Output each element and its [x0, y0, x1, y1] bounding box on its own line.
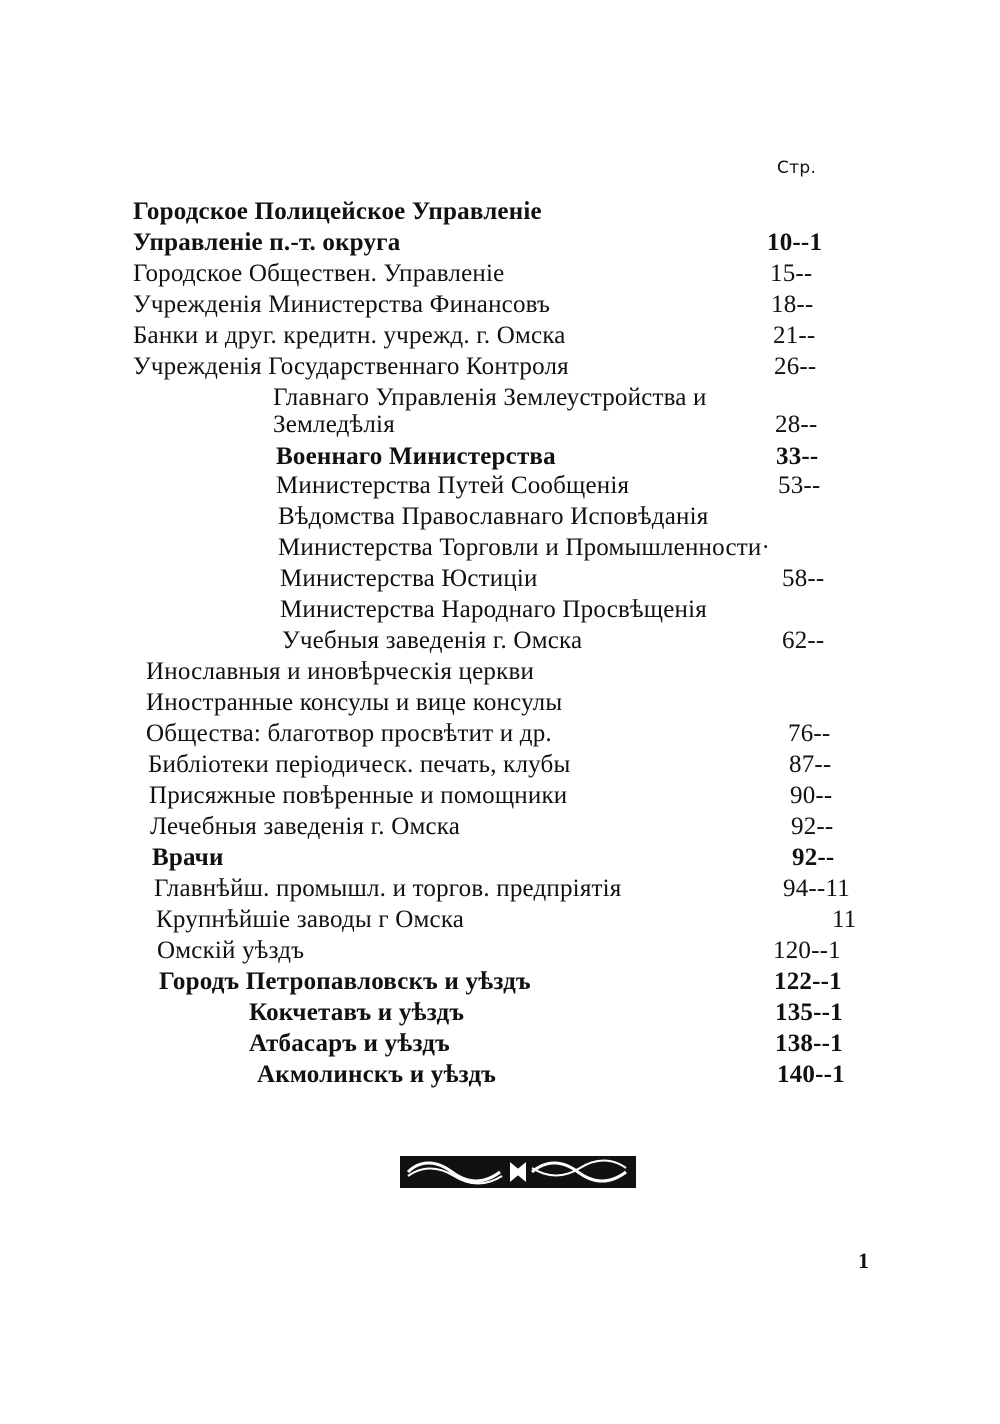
toc-entry-page: 28-- — [775, 411, 818, 438]
toc-entry-page: 18-- — [771, 291, 814, 318]
toc-entry — [156, 904, 857, 936]
toc-entry — [150, 811, 834, 843]
toc-entry-page: 92-- — [792, 844, 835, 871]
toc-entry-title: Земледѣлія — [273, 411, 395, 438]
toc-entry-title: Городъ Петропавловскъ и уѣздъ — [159, 968, 531, 995]
toc-entry-page: 10--1 — [767, 229, 823, 256]
toc-entry-title: Кокчетавъ и уѣздъ — [249, 999, 465, 1026]
toc-entry — [257, 1059, 845, 1091]
toc-entry-title: Учебныя заведенія г. Омска — [282, 627, 583, 654]
toc-entry-page: 26-- — [774, 353, 817, 380]
toc-entry — [157, 935, 841, 967]
toc-entry-page: 15-- — [770, 260, 813, 287]
toc-entry-page: 62-- — [782, 627, 825, 654]
toc-entry — [146, 656, 534, 688]
toc-entry — [273, 409, 818, 441]
toc-entry — [133, 258, 813, 290]
toc-entry — [159, 966, 842, 998]
toc-entry — [133, 289, 814, 321]
decorative-ornament — [396, 1152, 640, 1192]
page-folio: 1 — [858, 1248, 869, 1273]
toc-entry-title: Главнѣйш. промышл. и торгов. предпріятія — [154, 875, 622, 902]
toc-entry-title: Министерства Путей Сообщенія — [276, 472, 630, 499]
toc-entry-title: Инославныя и иновѣрческія церкви — [146, 658, 535, 685]
toc-entry-title: Банки и друг. кредитн. учрежд. г. Омска — [133, 322, 566, 349]
toc-entry — [133, 351, 817, 383]
toc-entry-page: 11 — [832, 906, 857, 933]
toc-entry-title: Врачи — [152, 844, 224, 871]
toc-entry — [276, 470, 821, 502]
toc-entry — [133, 196, 542, 228]
toc-entry-title: Военнаго Министерства — [276, 443, 556, 470]
toc-entry-title: Общества: благотвор просвѣтит и др. — [146, 720, 552, 747]
toc-entry — [282, 625, 825, 657]
toc-entry — [133, 320, 816, 352]
toc-entry-title: Лечебныя заведенія г. Омска — [150, 813, 461, 840]
toc-entry-page: 53-- — [778, 472, 821, 499]
toc-entry-title: Акмолинскъ и уѣздъ — [257, 1061, 497, 1088]
toc-entry-title: Министерства Торговли и Промышленности· — [278, 534, 770, 561]
toc-entry-page: 92-- — [791, 813, 834, 840]
toc-entry — [249, 997, 843, 1029]
toc-entry-page: 58-- — [782, 565, 825, 592]
toc-entry-page: 122--1 — [774, 968, 842, 995]
toc-entry-title: Министерства Народнаго Просвѣщенія — [280, 596, 707, 623]
toc-entry — [278, 501, 708, 533]
toc-entry — [278, 532, 770, 564]
toc-entry-page: 120--1 — [773, 937, 841, 964]
toc-entry-title: Городское Обществен. Управленіе — [133, 260, 505, 287]
toc-entry-title: Омскій уѣздъ — [157, 937, 305, 964]
toc-entry-title: Присяжные повѣренные и помощники — [149, 782, 568, 809]
toc-entry-title: Библіотеки періодическ. печать, клубы — [148, 751, 571, 778]
toc-entry-page: 135--1 — [775, 999, 843, 1026]
toc-entry-page: 21-- — [773, 322, 816, 349]
toc-entry — [280, 563, 825, 595]
toc-entry-page: 87-- — [789, 751, 832, 778]
toc-entry-title: Управленіе п.-т. округа — [133, 229, 401, 256]
toc-entry-title: Главнаго Управленія Землеустройства и — [273, 384, 707, 411]
toc-entry — [146, 687, 562, 719]
toc-entry — [154, 873, 850, 905]
toc-entry-title: Атбасаръ и уѣздъ — [249, 1030, 450, 1057]
toc-entry-page: 90-- — [790, 782, 833, 809]
toc-entry-page: 140--1 — [777, 1061, 845, 1088]
toc-entry-page: 138--1 — [775, 1030, 843, 1057]
toc-entry — [280, 594, 707, 626]
toc-entry-page: 33-- — [776, 443, 819, 470]
toc-entry-title: Городское Полицейское Управленіе — [133, 198, 542, 225]
toc-entry — [249, 1028, 843, 1060]
toc-entry-title: Учрежденія Министерства Финансовъ — [133, 291, 551, 318]
toc-entry-title: Крупнѣйшіе заводы г Омска — [156, 906, 465, 933]
toc-entry-title: Учрежденія Государственнаго Контроля — [133, 353, 569, 380]
toc-entry-page: 94--11 — [783, 875, 850, 902]
toc-entry — [276, 441, 819, 473]
toc-entry — [133, 227, 823, 259]
toc-entry — [146, 718, 831, 750]
toc-entry-title: Иностранные консулы и вице консулы — [146, 689, 563, 716]
toc-entry-page: 76-- — [788, 720, 831, 747]
toc-entry-title: Министерства Юстиціи — [280, 565, 538, 592]
toc-entry — [148, 749, 832, 781]
page-column-label: Стр. — [777, 158, 817, 178]
toc-entry — [149, 780, 833, 812]
toc-entry — [152, 842, 835, 874]
toc-entry-title: Вѣдомства Православнаго Исповѣданія — [278, 503, 709, 530]
